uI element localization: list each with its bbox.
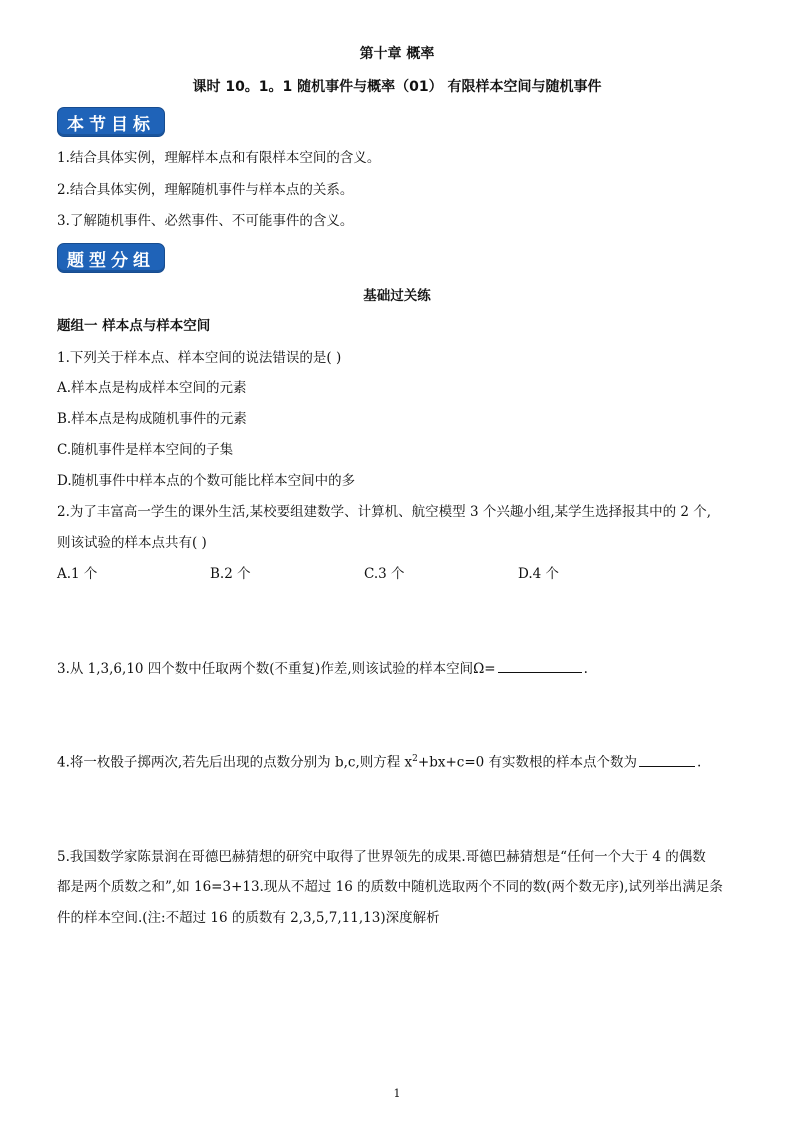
q3-line [57, 663, 588, 677]
q2-option-b: B.2 个 [210, 566, 251, 582]
q4-stem-b: +bx+c=0 有实数根的样本点个数为 [417, 754, 638, 771]
q1-option-a: A.样本点是构成样本空间的元素 [57, 380, 247, 396]
q3-answer-blank[interactable] [498, 671, 582, 673]
q2-option-c: C.3 个 [364, 566, 405, 582]
q1-option-b: B.样本点是构成随机事件的元素 [57, 411, 247, 427]
chapter-title: 第十章 概率 [359, 46, 435, 62]
q5-line1: 5.我国数学家陈景润在哥德巴赫猜想的研究中取得了世界领先的成果.哥德巴赫猜想是“任何一个大于 4 的偶数 [57, 849, 706, 865]
q5-line2: 都是两个质数之和”,如 16=3+13.现从不超过 16 的质数中随机选取两个不同的数(两个数无序),试列举出满足条 [57, 879, 723, 895]
goal-3: 3.了解随机事件、必然事件、不可能事件的含义。 [57, 213, 354, 229]
goal-1: 1.结合具体实例，理解样本点和有限样本空间的含义。 [57, 150, 381, 166]
q2-option-d: D.4 个 [518, 566, 560, 582]
page-number: 1 [393, 1087, 401, 1100]
q2-option-a: A.1 个 [57, 566, 98, 582]
q4-stem-a: 4.将一枚骰子掷两次,若先后出现的点数分别为 b,c,则方程 x [57, 754, 413, 771]
q2-stem-line1: 2.为了丰富高一学生的课外生活,某校要组建数学、计算机、航空模型 3 个兴趣小组,某学生选择报其中的 2 个, [57, 504, 712, 520]
goal-2: 2.结合具体实例，理解随机事件与样本点的关系。 [57, 182, 354, 198]
q1-option-d: D.随机事件中样本点的个数可能比样本空间中的多 [57, 473, 356, 489]
q4-end: . [697, 754, 702, 771]
q1-stem: 1.下列关于样本点、样本空间的说法错误的是( ) [57, 350, 342, 366]
q1-option-c: C.随机事件是样本空间的子集 [57, 442, 234, 458]
q3-end: . [583, 661, 588, 677]
q4-line [57, 755, 701, 770]
groups-badge: 题型分组 [57, 243, 165, 273]
q4-exponent: 2 [412, 754, 418, 764]
section-title: 基础过关练 [363, 288, 431, 304]
q2-stem-line2: 则该试验的样本点共有( ) [57, 535, 207, 551]
goals-badge: 本节目标 [57, 107, 165, 137]
q4-answer-blank[interactable] [639, 765, 695, 767]
lesson-title: 课时 10。1。1 随机事件与概率（01） 有限样本空间与随机事件 [192, 79, 602, 95]
q5-line3: 件的样本空间.(注:不超过 16 的质数有 2,3,5,7,11,13)深度解析 [57, 910, 440, 926]
group1-title: 题组一 样本点与样本空间 [57, 318, 211, 334]
q3-stem: 3.从 1,3,6,10 四个数中任取两个数(不重复)作差,则该试验的样本空间Ω= [57, 661, 496, 677]
